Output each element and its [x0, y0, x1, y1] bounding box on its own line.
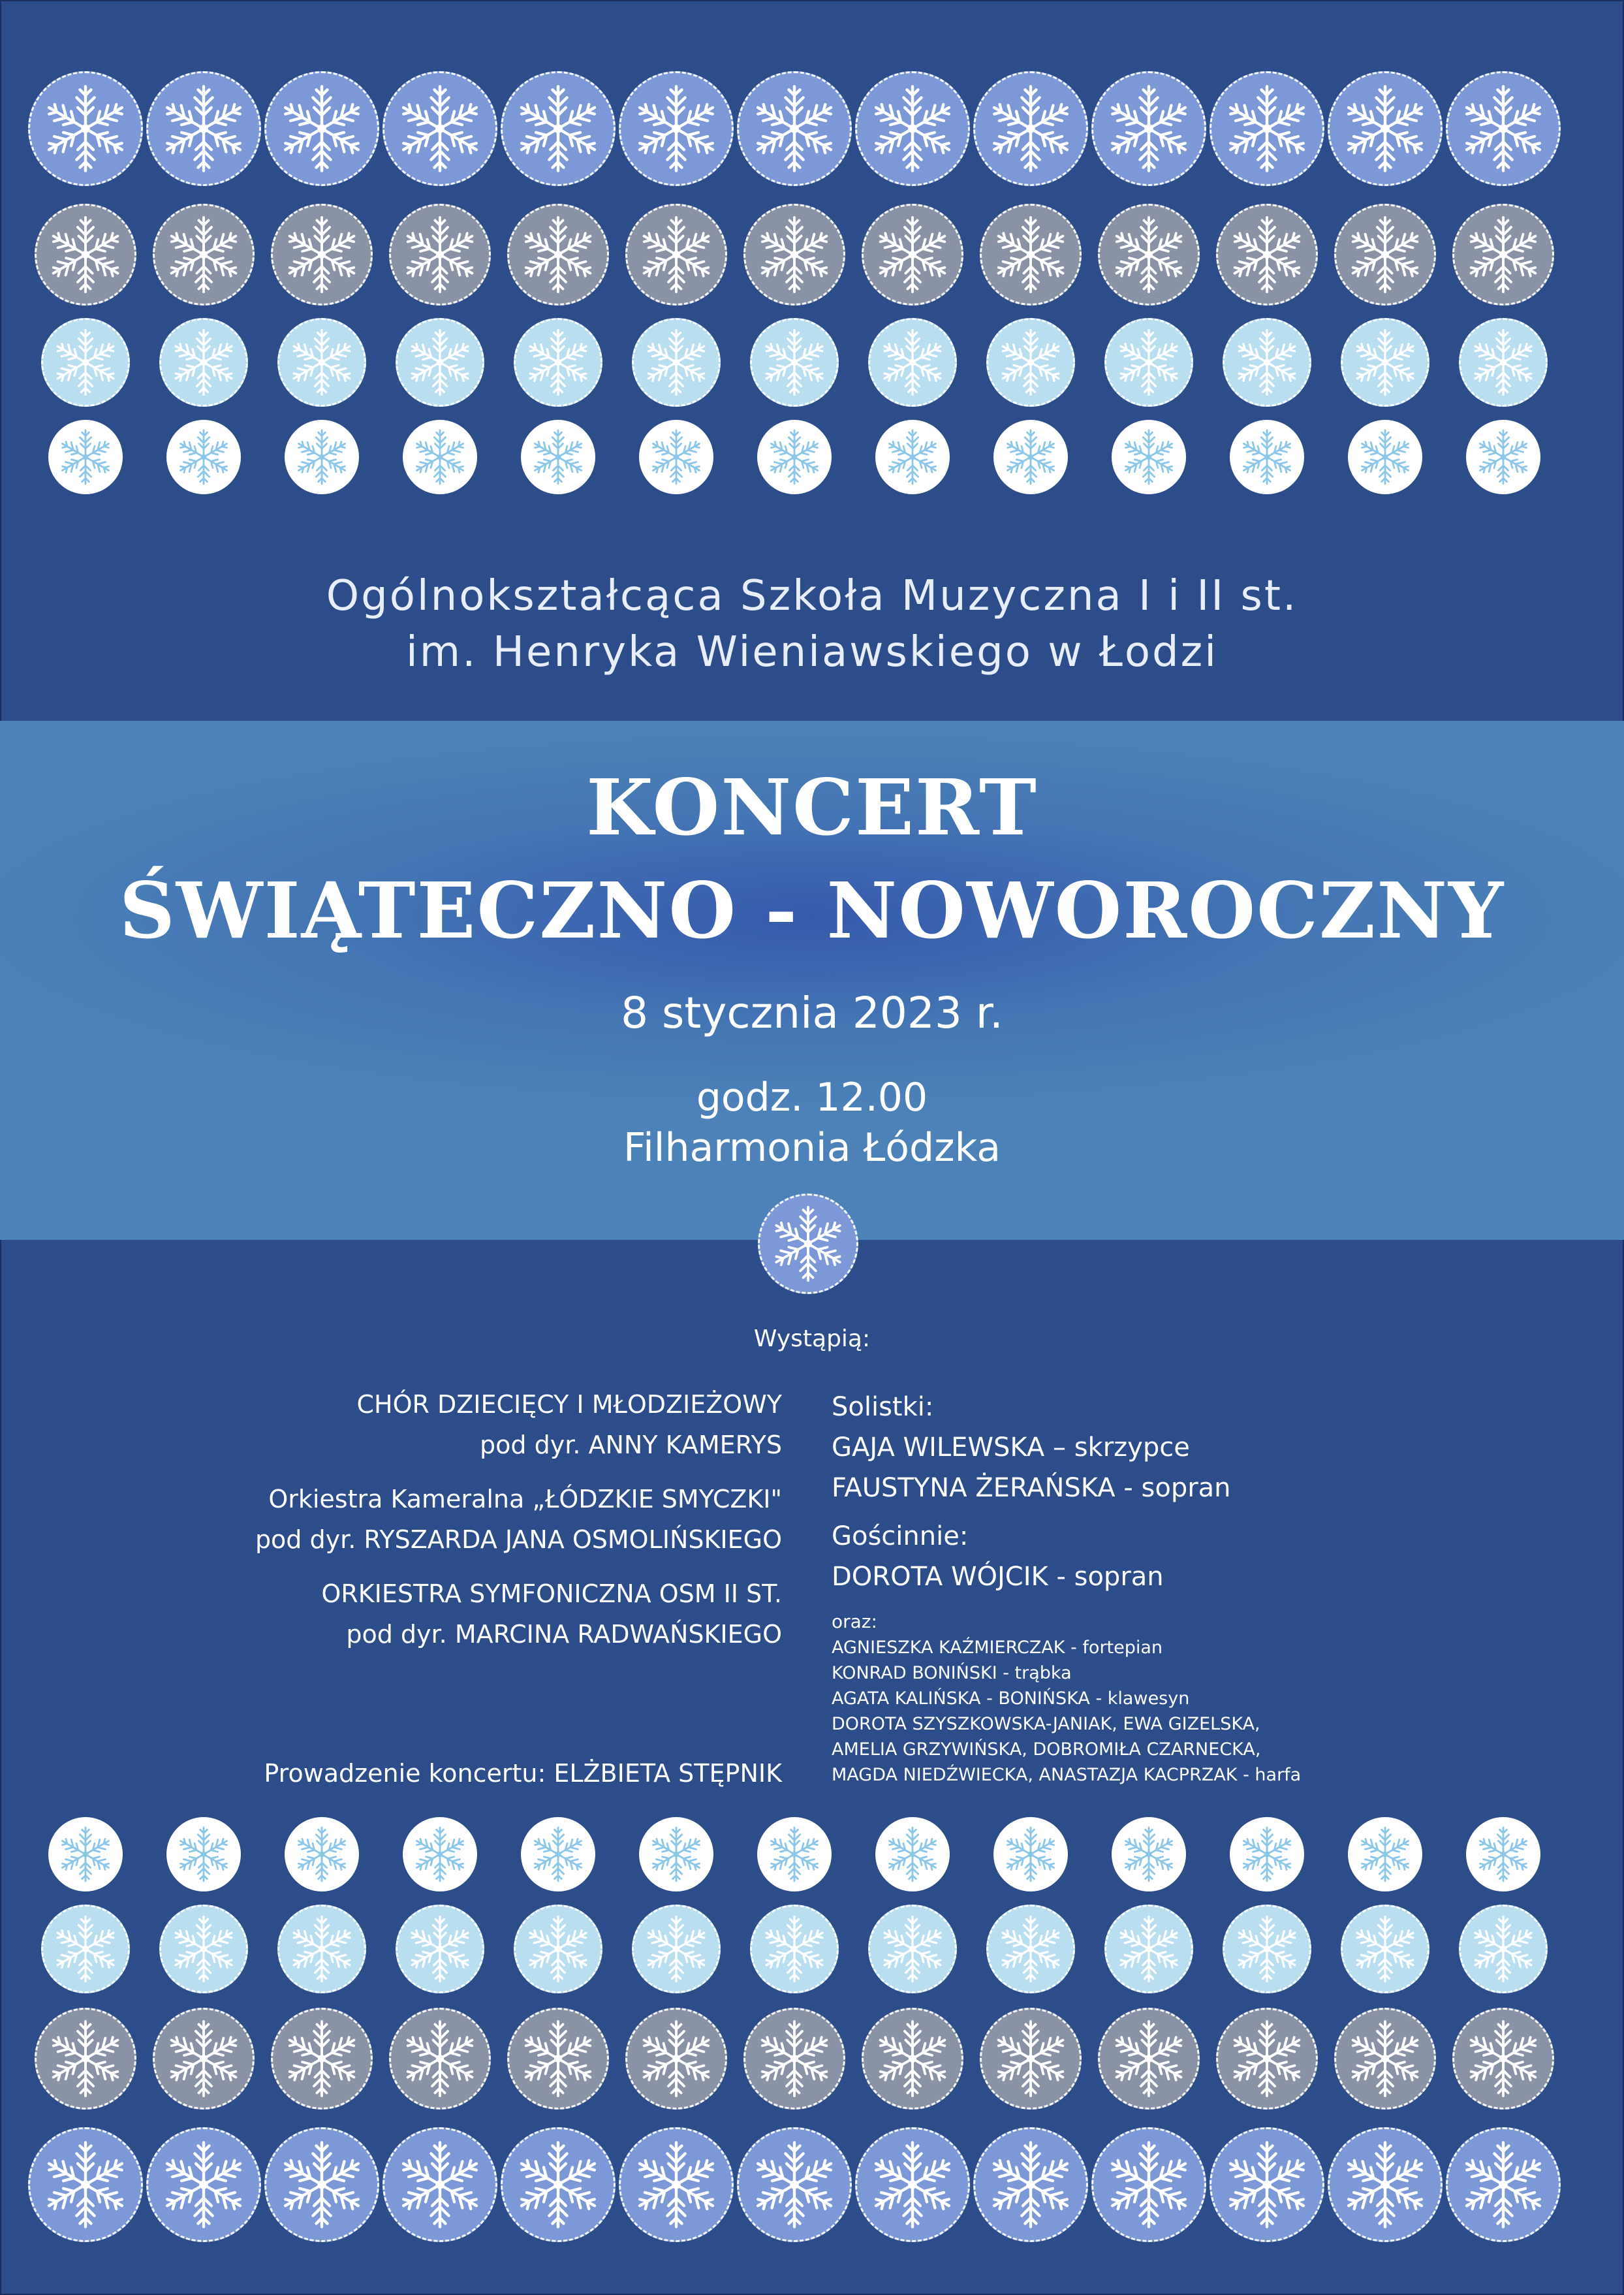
snowflake-icon — [1334, 204, 1436, 306]
snowflake-icon — [737, 2127, 852, 2242]
snowflake-icon — [743, 204, 845, 306]
snowflake-icon — [1098, 204, 1200, 306]
snowflake-icon — [986, 318, 1075, 407]
guest-item: DOROTA WÓJCIK - sopran — [832, 1562, 1164, 1592]
snowflake-icon — [521, 420, 595, 494]
concert-title — [0, 756, 1624, 962]
performers-heading: Wystąpią: — [753, 1325, 871, 1352]
soloist-item: GAJA WILEWSKA – skrzypce — [832, 1432, 1190, 1463]
snowflake-icon — [153, 2008, 255, 2110]
snowflake-icon — [507, 2008, 609, 2110]
snowflake-icon — [35, 204, 136, 306]
snowflake-icon — [1216, 204, 1318, 306]
snowflake-icon — [973, 71, 1088, 186]
snowflake-icon — [383, 71, 497, 186]
snowflake-icon — [1230, 1817, 1304, 1891]
snowflake-icon — [1223, 318, 1311, 407]
snowflake-icon — [973, 2127, 1088, 2242]
ensembles-list — [64, 1384, 782, 1668]
snowflake-icon — [403, 1817, 477, 1891]
snowflake-icon — [1452, 2008, 1554, 2110]
concert-host: Prowadzenie koncertu: ELŻBIETA STĘPNIK — [264, 1759, 782, 1788]
snowflake-icon — [1446, 2127, 1561, 2242]
also-item: DOROTA SZYSZKOWSKA-JANIAK, EWA GIZELSKA, — [832, 1714, 1260, 1734]
snowflake-icon — [1452, 204, 1554, 306]
snowflake-icon — [285, 1817, 359, 1891]
soloist-item: FAUSTYNA ŻERAŃSKA - sopran — [832, 1473, 1231, 1503]
snowflake-icon — [1341, 318, 1429, 407]
concert-date: 8 stycznia 2023 r. — [621, 988, 1003, 1038]
snowflake-icon — [501, 2127, 616, 2242]
snowflake-icon — [1112, 1817, 1186, 1891]
snowflake-icon — [632, 318, 721, 407]
also-item: AGNIESZKA KAŹMIERCZAK - fortepian — [832, 1638, 1163, 1658]
snowflake-icon — [48, 1817, 123, 1891]
snowflake-icon — [48, 420, 123, 494]
snowflake-icon — [28, 71, 143, 186]
ensemble-symphony-orchestra — [64, 1574, 782, 1654]
snowflake-icon — [980, 204, 1082, 306]
concert-title-line2: ŚWIĄTECZNO - NOWOROCZNY — [119, 865, 1505, 956]
snowflake-icon — [277, 318, 366, 407]
snowflake-icon — [264, 71, 379, 186]
ensemble-conductor: pod dyr. MARCINA RADWAŃSKIEGO — [346, 1620, 782, 1649]
snowflake-icon — [1104, 318, 1193, 407]
snowflake-icon — [875, 420, 950, 494]
ensemble-name: ORKIESTRA SYMFONICZNA OSM II ST. — [321, 1579, 782, 1608]
snowflake-icon — [514, 318, 602, 407]
snowflake-icon — [1459, 318, 1548, 407]
snowflake-icon — [28, 2127, 143, 2242]
snowflake-icon — [35, 2008, 136, 2110]
snowflake-icon — [1098, 2008, 1200, 2110]
snowflake-icon — [166, 1817, 241, 1891]
school-name — [0, 568, 1624, 680]
snowflake-icon — [750, 1905, 839, 1993]
snowflake-icon — [758, 1194, 858, 1294]
snowflake-icon — [1348, 1817, 1422, 1891]
snowflake-icon — [1223, 1905, 1311, 1993]
also-item: KONRAD BONIŃSKI - trąbka — [832, 1663, 1072, 1683]
snowflake-icon — [1446, 71, 1561, 186]
snowflake-icon — [639, 1817, 713, 1891]
ensemble-chamber-orchestra — [64, 1479, 782, 1560]
snowflake-icon — [271, 2008, 373, 2110]
snowflake-icon — [993, 420, 1068, 494]
also-item: AGATA KALIŃSKA - BONIŃSKA - klawesyn — [832, 1688, 1190, 1709]
snowflake-icon — [1466, 420, 1540, 494]
snowflake-icon — [862, 2008, 963, 2110]
snowflake-icon — [396, 1905, 484, 1993]
snowflake-icon — [153, 204, 255, 306]
snowflake-icon — [875, 1817, 950, 1891]
snowflake-icon — [1466, 1817, 1540, 1891]
snowflake-icon — [146, 2127, 261, 2242]
ensemble-name: CHÓR DZIECIĘCY I MŁODZIEŻOWY — [356, 1390, 782, 1419]
snowflake-icon — [159, 318, 248, 407]
also-item: MAGDA NIEDŹWIECKA, ANASTAZJA KACPRZAK - harfa — [832, 1765, 1302, 1785]
snowflake-icon — [1112, 420, 1186, 494]
snowflake-icon — [166, 420, 241, 494]
snowflake-icon — [1230, 420, 1304, 494]
snowflake-icon — [41, 318, 130, 407]
snowflake-icon — [264, 2127, 379, 2242]
soloists-list — [832, 1387, 1550, 1788]
snowflake-icon — [403, 420, 477, 494]
concert-venue: Filharmonia Łódzka — [623, 1125, 1001, 1171]
snowflake-icon — [41, 1905, 130, 1993]
snowflake-icon — [625, 2008, 727, 2110]
snowflake-icon — [1216, 2008, 1318, 2110]
school-name-line1: Ogólnokształcąca Szkoła Muzyczna I i II st. — [326, 572, 1298, 620]
snowflake-icon — [159, 1905, 248, 1993]
snowflake-icon — [980, 2008, 1082, 2110]
snowflake-icon — [993, 1817, 1068, 1891]
concert-title-line1: KONCERT — [586, 762, 1038, 853]
snowflake-icon — [1104, 1905, 1193, 1993]
snowflake-icon — [619, 2127, 734, 2242]
snowflake-icon — [507, 204, 609, 306]
ensemble-name: Orkiestra Kameralna „ŁÓDZKIE SMYCZKI" — [268, 1485, 782, 1513]
snowflake-icon — [285, 420, 359, 494]
snowflake-icon — [1091, 71, 1206, 186]
snowflake-icon — [501, 71, 616, 186]
snowflake-icon — [389, 2008, 491, 2110]
snowflake-icon — [396, 318, 484, 407]
snowflake-icon — [619, 71, 734, 186]
ensemble-conductor: pod dyr. ANNY KAMERYS — [480, 1431, 782, 1459]
snowflake-icon — [855, 2127, 970, 2242]
snowflake-icon — [632, 1905, 721, 1993]
snowflake-icon — [1210, 2127, 1324, 2242]
snowflake-icon — [1210, 71, 1324, 186]
snowflake-icon — [750, 318, 839, 407]
snowflake-icon — [521, 1817, 595, 1891]
snowflake-icon — [1334, 2008, 1436, 2110]
snowflake-icon — [146, 71, 261, 186]
concert-time: godz. 12.00 — [696, 1075, 928, 1120]
snowflake-icon — [757, 1817, 832, 1891]
snowflake-icon — [639, 420, 713, 494]
snowflake-icon — [625, 204, 727, 306]
snowflake-icon — [1328, 71, 1443, 186]
snowflake-icon — [383, 2127, 497, 2242]
snowflake-icon — [986, 1905, 1075, 1993]
soloists-heading: Solistki: — [832, 1392, 934, 1422]
school-name-line2: im. Henryka Wieniawskiego w Łodzi — [406, 628, 1218, 676]
snowflake-icon — [757, 420, 832, 494]
snowflake-icon — [868, 1905, 957, 1993]
snowflake-icon — [737, 71, 852, 186]
also-item: AMELIA GRZYWIŃSKA, DOBROMIŁA CZARNECKA, — [832, 1739, 1261, 1760]
ensemble-conductor: pod dyr. RYSZARDA JANA OSMOLIŃSKIEGO — [255, 1525, 782, 1554]
snowflake-icon — [1348, 420, 1422, 494]
guests-heading: Gościnnie: — [832, 1521, 969, 1551]
snowflake-icon — [743, 2008, 845, 2110]
snowflake-icon — [389, 204, 491, 306]
snowflake-icon — [868, 318, 957, 407]
snowflake-icon — [271, 204, 373, 306]
snowflake-icon — [862, 204, 963, 306]
also-heading: oraz: — [832, 1611, 877, 1632]
snowflake-icon — [1459, 1905, 1548, 1993]
snowflake-icon — [514, 1905, 602, 1993]
snowflake-icon — [855, 71, 970, 186]
snowflake-icon — [1341, 1905, 1429, 1993]
snowflake-icon — [1091, 2127, 1206, 2242]
ensemble-choir — [64, 1384, 782, 1465]
snowflake-icon — [1328, 2127, 1443, 2242]
snowflake-icon — [277, 1905, 366, 1993]
